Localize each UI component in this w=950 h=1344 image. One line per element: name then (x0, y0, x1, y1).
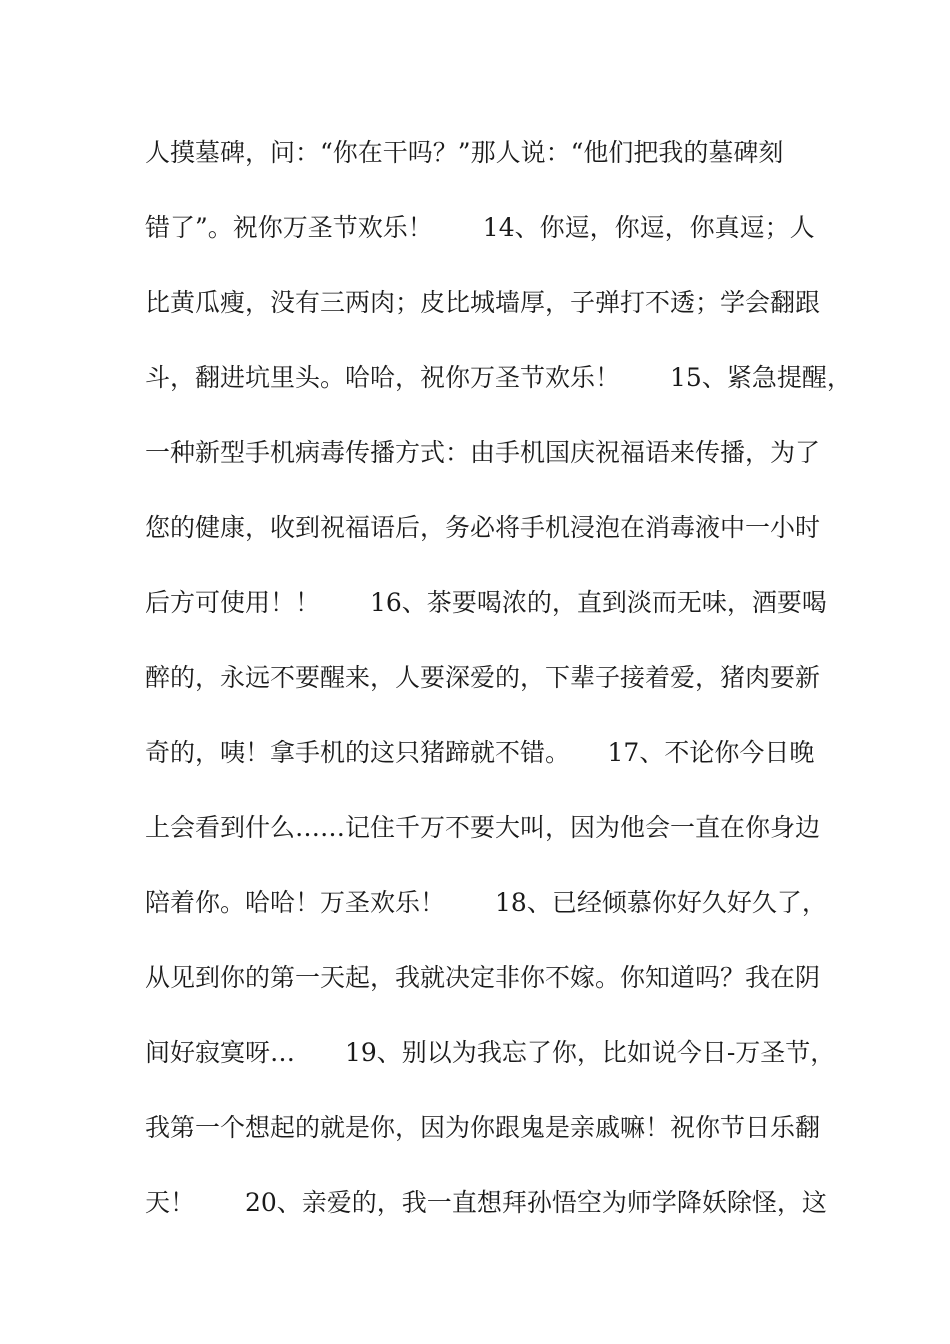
text-line: 斗，翻进坑里头。哈哈，祝你万圣节欢乐！ 15、紧急提醒， (145, 363, 852, 392)
text-line: 您的健康，收到祝福语后，务必将手机浸泡在消毒液中一小时 (145, 513, 821, 542)
text-line: 陪着你。哈哈！万圣欢乐！ 18、已经倾慕你好久好久了， (145, 888, 827, 917)
text-line: 一种新型手机病毒传播方式：由手机国庆祝福语来传播，为了 (145, 438, 821, 467)
text-line: 我第一个想起的就是你，因为你跟鬼是亲戚嘛！祝你节日乐翻 (145, 1113, 821, 1142)
body-text (145, 130, 852, 1255)
text-line: 醉的，永远不要醒来，人要深爱的，下辈子接着爱，猪肉要新 (145, 663, 821, 692)
text-line: 间好寂寞呀… 19、别以为我忘了你，比如说今日-万圣节， (145, 1038, 836, 1067)
text-line: 从见到你的第一天起，我就决定非你不嫁。你知道吗？我在阴 (145, 963, 821, 992)
text-line: 上会看到什么……记住千万不要大叫，因为他会一直在你身边 (145, 813, 821, 842)
text-line: 后方可使用！！ 16、茶要喝浓的，直到淡而无味，酒要喝 (145, 588, 827, 617)
text-line: 比黄瓜瘦，没有三两肉；皮比城墙厚，子弹打不透；学会翻跟 (145, 288, 821, 317)
text-line: 天！ 20、亲爱的，我一直想拜孙悟空为师学降妖除怪，这 (145, 1188, 827, 1217)
text-line: 奇的，咦！拿手机的这只猪蹄就不错。 17、不论你今日晚 (145, 738, 815, 767)
text-line: 人摸墓碑，问：“你在干吗？”那人说：“他们把我的墓碑刻 (145, 138, 784, 167)
text-line: 错了”。祝你万圣节欢乐！ 14、你逗，你逗，你真逗；人 (145, 213, 815, 242)
